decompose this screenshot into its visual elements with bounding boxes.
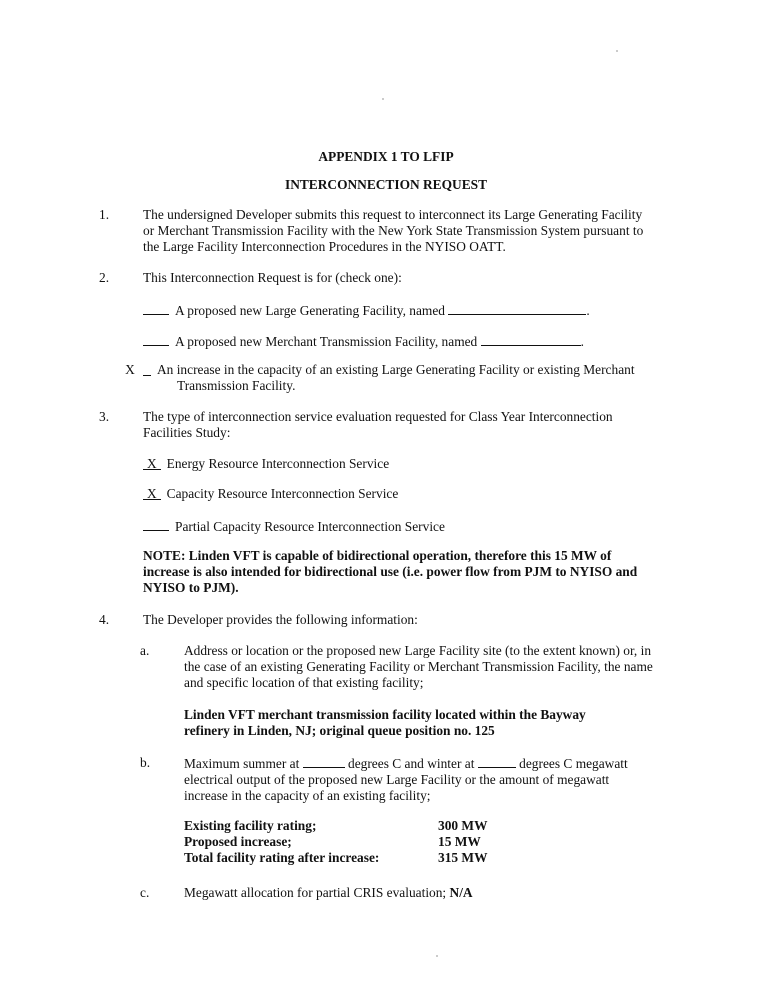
- rating-value: 15 MW: [438, 834, 481, 849]
- item-b-text-part: degrees C: [519, 756, 573, 771]
- option-label: Energy Resource Interconnection Service: [166, 456, 390, 471]
- rating-label: Proposed increase;: [184, 834, 292, 849]
- item-c-label: c.: [140, 885, 150, 900]
- item-a-text: Address or location or the proposed new Large Facility site (to the extent known) or, in the case of an existing Generating Facility or Merchant Transmission Facility, the name and specific location of that existing facility;: [184, 643, 653, 690]
- item-b-text-part: degrees C and winter at: [348, 756, 475, 771]
- section-1-text: The undersigned Developer submits this request to interconnect its Large Generating Facility or Merchant Transmission Facility with the New York State Transmission System pursuant to the Large Facility Interconnection Procedures in the NYISO OATT.: [143, 207, 644, 254]
- section-2-number: 2.: [99, 270, 110, 285]
- check-mark-field[interactable]: [143, 301, 169, 315]
- section-4-number: 4.: [99, 612, 110, 627]
- item-a-answer: Linden VFT merchant transmission facility located within the Bayway refinery in Linden, NJ; original queue position no. 125: [184, 707, 586, 738]
- item-c-text: [184, 885, 654, 901]
- section-2-text: This Interconnection Request is for (check one):: [143, 270, 402, 285]
- option-label: A proposed new Large Generating Facility, named: [175, 303, 445, 318]
- item-c-question: Megawatt allocation for partial CRIS evaluation;: [184, 885, 447, 900]
- summer-degrees-blank[interactable]: [303, 755, 345, 768]
- winter-degrees-blank[interactable]: [478, 755, 516, 768]
- check-mark-field[interactable]: X: [143, 456, 161, 470]
- check-mark-field[interactable]: [143, 517, 169, 531]
- section-3-text: The type of interconnection service evaluation requested for Class Year Interconnection Facilities Study:: [143, 409, 613, 440]
- item-b-text-part: Maximum summer at: [184, 756, 300, 771]
- item-b-label: b.: [140, 755, 151, 770]
- option-label: Partial Capacity Resource Interconnection Service: [175, 519, 445, 534]
- option-label: An increase in the capacity of an existing Large Generating Facility or existing Merchant Transmission Facility.: [157, 362, 635, 393]
- section-3-number: 3.: [99, 409, 110, 424]
- section-3-option-2: [143, 486, 653, 502]
- scan-speck: [616, 50, 618, 52]
- check-mark-field[interactable]: X: [143, 362, 151, 376]
- check-mark-field[interactable]: [143, 332, 169, 346]
- section-2-option-1: [143, 301, 653, 319]
- rating-row: [184, 818, 487, 834]
- option-label: Capacity Resource Interconnection Service: [166, 486, 399, 501]
- section-1-number: 1.: [99, 207, 110, 222]
- rating-label: Total facility rating after increase:: [184, 850, 380, 865]
- appendix-title: APPENDIX 1 TO LFIP: [318, 149, 454, 164]
- item-b-text-rest: megawatt electrical output of the proposed new Large Facility or the amount of megawatt increase in the capacity of an existing facility;: [184, 756, 628, 803]
- rating-row: [184, 850, 487, 866]
- item-a-label: a.: [140, 643, 150, 658]
- section-3-option-1: [143, 456, 653, 472]
- request-title: INTERCONNECTION REQUEST: [284, 177, 488, 192]
- rating-value: 315 MW: [438, 850, 488, 865]
- item-c-answer: N/A: [449, 885, 473, 900]
- option-label: A proposed new Merchant Transmission Facility, named: [175, 334, 478, 349]
- facility-rating-table: [184, 818, 487, 866]
- scan-speck: [436, 955, 438, 957]
- facility-name-blank[interactable]: [448, 302, 586, 315]
- scan-speck: [382, 98, 384, 100]
- check-mark-field[interactable]: X: [143, 486, 161, 500]
- section-2-option-2: [143, 332, 653, 350]
- bidirectional-note: NOTE: Linden VFT is capable of bidirectional operation, therefore this 15 MW of increase is also intended for bidirectional use (i.e. power flow from PJM to NYISO and NYISO to PJM).: [143, 548, 638, 595]
- item-b-text: [184, 755, 654, 804]
- facility-name-blank[interactable]: [481, 333, 581, 346]
- option-suffix: .: [580, 334, 584, 349]
- option-suffix: .: [586, 303, 590, 318]
- section-4-text: The Developer provides the following information:: [143, 612, 418, 627]
- rating-value: 300 MW: [438, 818, 488, 833]
- rating-label: Existing facility rating;: [184, 818, 317, 833]
- section-2-option-3: [125, 362, 653, 394]
- rating-row: [184, 834, 487, 850]
- section-3-option-3: [143, 517, 653, 535]
